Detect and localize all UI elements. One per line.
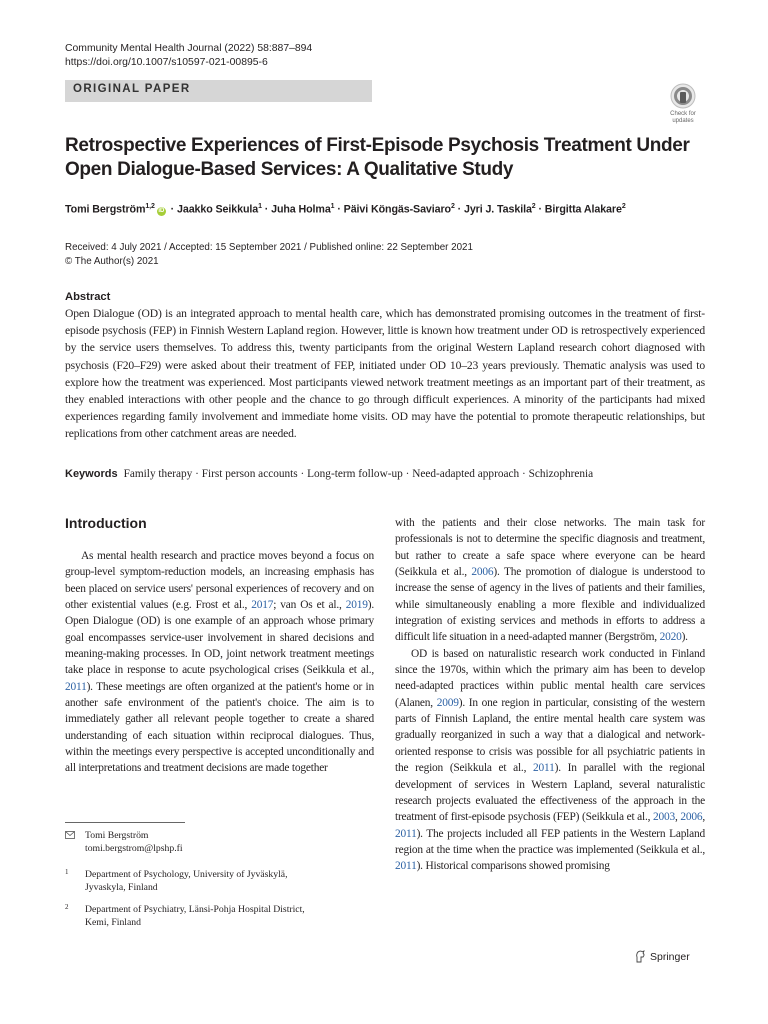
crossmark-label: Check for updates xyxy=(670,111,696,124)
author-name[interactable]: Juha Holma xyxy=(271,203,331,216)
journal-citation: Community Mental Health Journal (2022) 58:887–894 xyxy=(65,43,313,54)
footnote-divider xyxy=(65,822,185,823)
copyright: © The Author(s) 2021 xyxy=(65,256,159,267)
citation-link[interactable]: 2011 xyxy=(65,680,87,693)
citation-link[interactable]: 2017 xyxy=(251,599,274,612)
citation-link[interactable]: 2003 xyxy=(653,811,675,824)
body-text: ). Historical comparisons showed promising xyxy=(416,860,610,873)
citation-link[interactable]: 2019 xyxy=(345,599,368,612)
body-text: ). The projects included all FEP patients in the Western Lapland region at the time when the practice was implemented (Seikkula et al., xyxy=(395,827,705,856)
author-list: Tomi Bergström$^{1,2}$iD · Jaakko Seikkula$^1$ · Juha Holma$^1$ · Päivi Köngäs-Saviaro$^2$ · Jyri J. Taskila$^2$ · Birgitta Alakare$^2$ xyxy=(65,203,626,216)
author-affiliation: 2 xyxy=(531,203,536,210)
abstract-text: Open Dialogue (OD) is an integrated approach to mental health care, which has demonstrated promising outcomes in the treatment of first-episode psychosis (FEP) in Finnish Western Lapland region. However, little is known how treatment under OD is retrospectively experienced by the service users themselves. To address this, twenty participants from the original Western Lapland research cohort diagnosed with psychosis (F20–F29) were asked about their treatment of FEP, initiated under OD 10–23 years previously. Thematic analysis was used to explore how the treatment was experienced. Most participants viewed network treatment meetings as an important part of their treatment, as they enabled interactions with other people and the chance to go through difficult experiences. A minority of the participants had mixed experiences regarding family involvement and immediate home visits. OD may have the potential to promote therapeutic relationships, but replications from other catchment areas are needed. xyxy=(65,307,705,441)
article-type-label: ORIGINAL PAPER xyxy=(73,83,191,95)
citation-link[interactable]: 2020 xyxy=(659,631,682,644)
keywords-list: Family therapy · First person accounts · Long-term follow-up · Need-adapted approach · Schizophrenia xyxy=(123,468,594,480)
crossmark-badge[interactable] xyxy=(664,83,702,123)
right-column xyxy=(395,515,705,875)
citation-link[interactable]: 2011 xyxy=(533,762,555,775)
body-text: ). In one region in particular, consisting of the western parts of Finnish Lapland, the entire mental health care system was gradually reorganized in such a way that a dialogical and network-oriented response to crisis was possible for all psychiatric patients in the region (Seikkula et al., xyxy=(395,696,705,775)
author-affiliation: 1,2 xyxy=(145,203,155,210)
publication-dates xyxy=(65,241,473,269)
body-text: ). These meetings are often organized at the patient's home or in another safe environment of the patient's choice. The aim is to immediately gather all relevant people together to create a shared understanding of each situation within reciprocal dialogues. Thus, within the meetings every perspective is accepted unconditionally and all interpretations and treatment decisions are made together xyxy=(65,680,374,775)
introduction-heading: Introduction xyxy=(65,515,147,531)
affiliation-number: 1 xyxy=(65,868,69,876)
affiliation-line: Jyvaskyla, Finland xyxy=(85,882,158,893)
body-text: ). The promotion of dialogue is understood to increase the sense of agency in the lives of patients and their families, while simultaneously enabling a more flexible and individualized integration of existing services and methods in efforts to address a difficult life situation in a need-adapted manner (Bergström, xyxy=(395,566,705,644)
author-affiliation: 2 xyxy=(621,203,626,210)
journal-header xyxy=(65,42,312,70)
doi-link[interactable]: https://doi.org/10.1007/s10597-021-00895-6 xyxy=(65,57,268,68)
author-name[interactable]: Tomi Bergström xyxy=(65,203,146,216)
citation-link[interactable]: 2011 xyxy=(395,827,417,840)
affiliation-line: Department of Psychiatry, Länsi-Pohja Hospital District, xyxy=(85,904,305,915)
envelope-icon xyxy=(65,831,75,839)
body-text: ). Open Dialogue (OD) is one example of an approach whose primary goal encompasses service-user involvement in shared decisions and meaning-making processes. In OD, joint network treatment meetings take place in response to acute psychological crises (Seikkula et al., xyxy=(65,599,374,677)
publisher-logo xyxy=(634,950,690,963)
body-text: OD is based on naturalistic research work conducted in Finland since the 1970s, within which the primary aim has been to develop need-adapted practices within public mental health care services (Alanen, xyxy=(395,647,705,709)
history-dates: Received: 4 July 2021 / Accepted: 15 September 2021 / Published online: 22 September 2021 xyxy=(65,242,473,253)
keywords xyxy=(65,468,593,480)
orcid-icon[interactable]: iD xyxy=(158,207,165,214)
corresponding-email[interactable]: tomi.bergstrom@lpshp.fi xyxy=(85,843,183,854)
body-text: ; van Os et al., xyxy=(273,599,346,612)
affiliation-line: Department of Psychology, University of Jyväskylä, xyxy=(85,869,288,880)
keywords-label: Keywords xyxy=(65,468,118,480)
corresponding-name: Tomi Bergström xyxy=(85,830,149,841)
citation-link[interactable]: 2006 xyxy=(680,811,703,824)
author-affiliation: 1 xyxy=(330,203,335,210)
affiliation-number: 2 xyxy=(65,903,69,911)
article-title: Retrospective Experiences of First-Episode Psychosis Treatment Under Open Dialogue-Based Services: A Qualitative Study xyxy=(65,135,690,180)
abstract-heading: Abstract xyxy=(65,291,111,303)
springer-horse-icon xyxy=(634,950,646,963)
citation-link[interactable]: 2006 xyxy=(471,566,494,579)
intro-paragraph xyxy=(65,548,374,777)
body-text: , xyxy=(702,811,706,824)
body-text: with the patients and their close networks. The main task for professionals is not to determine the specific diagnosis and treatment, but rather to create a safe space where everyone can be heard (Seikkula et al., xyxy=(395,517,705,579)
affiliation-line: Kemi, Finland xyxy=(85,917,141,928)
author-name[interactable]: Jaakko Seikkula xyxy=(177,203,259,216)
author-name[interactable]: Jyri J. Taskila xyxy=(463,203,532,216)
citation-link[interactable]: 2011 xyxy=(395,860,417,873)
author-name[interactable]: Birgitta Alakare xyxy=(544,203,622,216)
body-text: , xyxy=(674,811,681,824)
author-affiliation: 1 xyxy=(258,203,262,210)
author-name[interactable]: Päivi Köngäs-Saviaro xyxy=(343,203,451,216)
body-text: ). In parallel with the regional development of services in Western Lapland, several naturalistic research projects evaluated the effectiveness of the approach in the treatment of first-episode psychosis (FEP) (Seikkula et al., xyxy=(395,762,706,824)
intro-paragraph xyxy=(395,515,705,646)
crossmark-icon xyxy=(664,83,702,111)
article-type-banner xyxy=(65,80,372,102)
intro-paragraph xyxy=(395,646,705,875)
left-column xyxy=(65,548,374,777)
publisher-name: Springer xyxy=(650,951,690,963)
citation-link[interactable]: 2009 xyxy=(436,696,459,709)
body-text: As mental health research and practice moves beyond a focus on group-level symptom-reduction models, an increasing emphasis has been placed on service users' personal experiences of recovery and on other existential values (e.g. Frost et al., xyxy=(65,550,374,612)
body-text: ). xyxy=(681,631,688,644)
author-affiliation: 2 xyxy=(450,203,455,210)
